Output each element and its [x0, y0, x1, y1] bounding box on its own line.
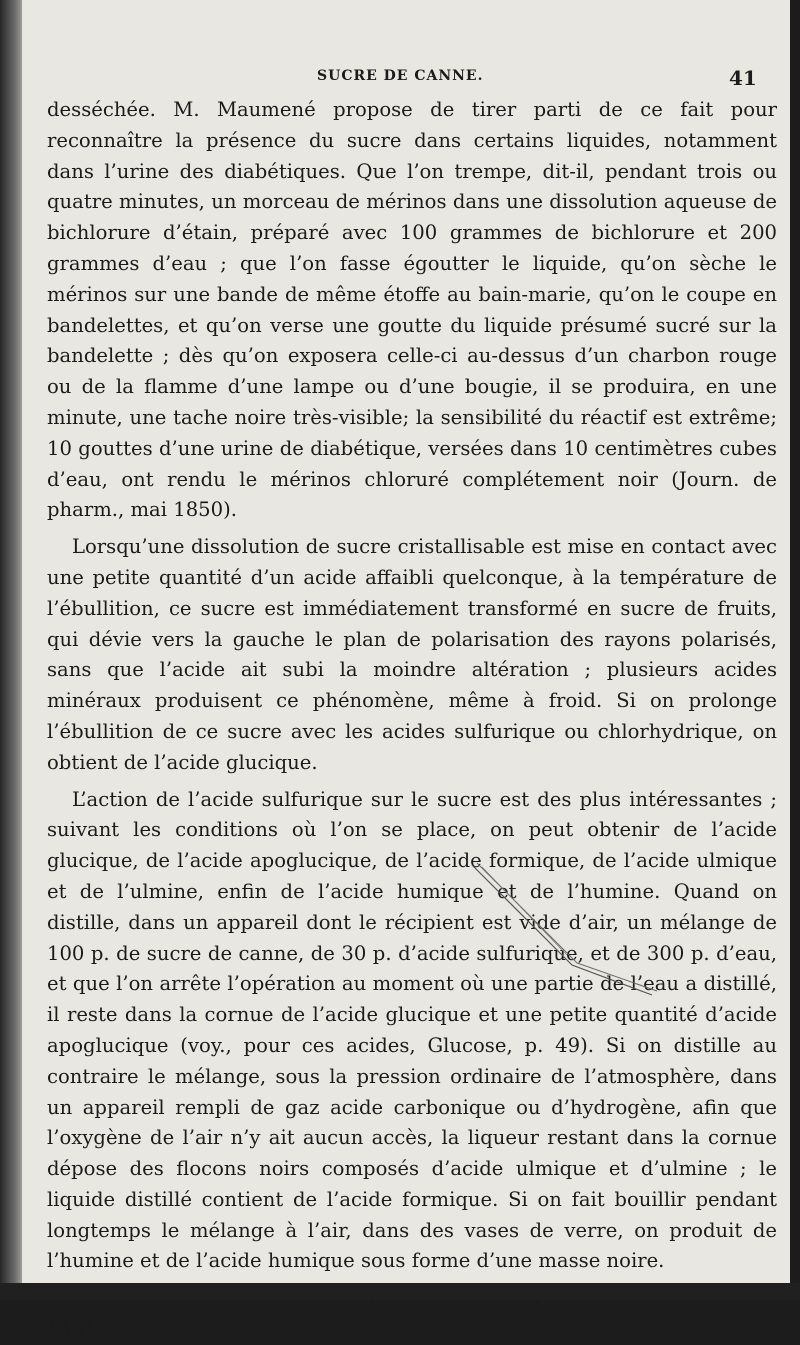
paragraph-fruit-sugar: Lorsqu’une dissolution de sucre cristallisable est mise en contact avec une petite quantité d’un acide affaibli quelconque, à la température de l’ébullition, ce sucre est immédiatement transformé en sucre de fruits, qui dévie vers la gauche le plan de polarisation des rayons polarisés, sans que l’acide ait subi la moindre altération ; plusieurs acides minéraux produisent ce phénomène, même à froid. Si on prolonge l’ébullition de ce sucre avec les acides sulfurique ou chlorhydrique, on obtient de l’acide glucique.	[47, 535, 777, 774]
page-bottom-shadow	[0, 1283, 800, 1300]
paragraph-sulfuric-acid: L’action de l’acide sulfurique sur le sucre est des plus intéressantes ; suivant les conditions où l’on se place, on peut obtenir de l’acide glucique, de l’acide apoglucique, de l’acide formique, de l’acide ulmique et de l’ulmine, enfin de l’acide humique et de l’humine. Quand on distille, dans un appareil dont le récipient est vide d’air, un mélange de 100 p. de sucre de canne, de 30 p. d’acide sulfurique, et de 300 p. d’eau, et que l’on arrête l’opération au moment où une partie de l’eau a distillé, il reste dans la cornue de l’acide glucique et une petite quantité d’acide apoglucique (voy., pour ces acides, Glucose, p. 49). Si on distille au contraire le mélange, sous la pression ordinaire de l’atmosphère, dans un appareil rempli de gaz acide carbonique ou d’hydrogène, afin que l’oxygène de l’air n’y ait aucun accès, la liqueur restant dans la cornue dépose des flocons noirs composés d’acide ulmique et d’ulmine ; le liquide distillé contient de l’acide formique. Si on fait bouillir pendant longtemps le mélange à l’air, dans des vases de verre, on produit de l’humine et de l’acide humique sous forme d’une masse noire.	[47, 787, 777, 1273]
page-number: 41	[729, 66, 757, 90]
paragraph-ulmine: 140°.	[47, 1317, 101, 1341]
book-page	[22, 0, 790, 1341]
body-text	[47, 95, 777, 1345]
running-head	[22, 66, 790, 90]
pencil-mark	[452, 855, 672, 1005]
paragraph-diabetes-test: desséchée. M. Maumené propose de tirer parti de ce fait pour reconnaître la présence du sucre dans certains liquides, notamment dans l’urine des diabétiques. Que l’on trempe, dit-il, pendant trois ou quatre minutes, un morceau de mérinos dans une dissolution aqueuse de bichlorure d’étain, préparé avec 100 grammes de bichlorure et 200 grammes d’eau ; que l’on fasse égoutter le liquide, qu’on sèche le mérinos sur une bande de même étoffe au bain-marie, qu’on le coupe en bandelettes, et qu’on verse une goutte du liquide présumé sucré sur la bandelette ; dès qu’on exposera celle-ci au-dessus d’un charbon rouge ou de la flamme d’une lampe ou d’une bougie, il se produira, en une minute, une tache noire très-visible; la sensibilité du réactif est extrême; 10 gouttes d’une urine de diabétique, versées dans 10 centimètres cubes d’eau, ont rendu le mérinos chloruré complétement noir (Journ. de pharm., mai 1850).	[47, 98, 777, 522]
running-title: SUCRE DE CANNE.	[317, 68, 484, 84]
